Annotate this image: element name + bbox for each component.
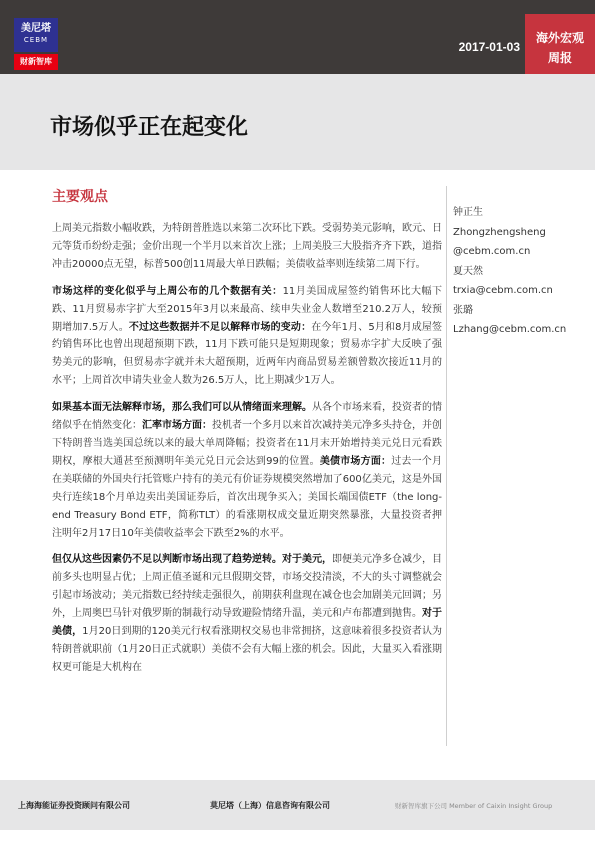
footer: [0, 780, 595, 830]
paragraph-bold: 美债市场方面：: [319, 455, 392, 467]
paragraph-bold: 对于美债，: [52, 608, 442, 638]
author-name: 夏天然: [453, 265, 483, 277]
main-content: [52, 186, 442, 686]
paragraph-text: 11月美国成屋签约销售环比大幅下跌、11月贸易赤字扩大至2015年3月以来最高、续申失业金人数增至210.2万人，较预期增加7.5万人。: [52, 285, 443, 333]
report-type-line2: 周报: [547, 51, 572, 65]
title-band: [0, 74, 595, 170]
cebm-logo: [14, 18, 58, 70]
footer-group-note: 财新智库旗下公司 Member of Caixin Insight Group: [395, 802, 553, 810]
header-bar: [0, 0, 595, 74]
author-name: 钟正生: [453, 207, 483, 218]
paragraph-text: 即便美元净多仓减少，目前多头也明显占优；上周正值圣诞和元旦假期交替，市场交投清淡，不大的头寸调整就会引起市场波动；美元指数已经持续走强很久，前期获利盘现在减仓也会加剧美元回调；另外，上周奥巴马针对俄罗斯的制裁行动导致避险情绪升温，美元和卢布都遭到抛售。: [52, 554, 442, 620]
footer-company-left: 上海海能证券投资顾问有限公司: [18, 801, 130, 810]
paragraph-bold: 汇率市场方面：: [142, 420, 212, 432]
paragraph-bold: 如果基本面无法解释市场，那么我们可以从情绪面来理解。: [52, 402, 312, 414]
paragraph-bold: 不过这些数据并不足以解释市场的变动：: [128, 321, 312, 333]
author-name: 张璐: [453, 304, 473, 316]
author-email: Zhongzhengsheng: [453, 226, 546, 238]
footer-company-mid: 莫尼塔（上海）信息咨询有限公司: [210, 801, 330, 810]
logo-badge: [14, 18, 58, 52]
section-heading: 主要观点: [52, 189, 108, 205]
paragraph-bold: 市场这样的变化似乎与上周公布的几个数据有关：: [52, 285, 283, 297]
logo-en-text: CEBM: [23, 36, 49, 44]
author-email: Lzhang@cebm.com.cn: [453, 324, 567, 335]
paragraph-text: 投机者一个多月以来首次减持美元净多头持仓，并创下特朗普当选美国总统以来的最大单周降幅；投资者在11月末开始增持美元兑日元看跌期权，摩根大通甚至预测明年美元兑日元会达到99的位置。: [52, 420, 442, 467]
paragraph-bold: 但仅从这些因素仍不足以判断市场出现了趋势逆转。对于美元，: [52, 554, 332, 566]
report-type-badge: [525, 14, 595, 74]
paragraph-text: 上周美元指数小幅收跌，为特朗普胜选以来第二次环比下跌。受弱势美元影响，欧元、日元等货币纷纷走强；金价出现一个半月以来首次上涨；上周美股三大股指齐齐下跌，道指冲击20000点无望，标普500创11周最大单日跌幅；美债收益率则连续第二周下行。: [52, 223, 442, 270]
paragraph-4: [52, 551, 442, 676]
logo-sub-text: 财新智库: [14, 54, 58, 70]
author-list: [453, 203, 593, 340]
author-email: trxia@cebm.com.cn: [453, 285, 553, 296]
report-type-line1: 海外宏观: [535, 31, 584, 45]
paragraph-text: 从各个市场来看，投资者的情绪似乎在悄然变化：: [52, 402, 442, 432]
paragraph-2: [52, 283, 442, 390]
author-email: @cebm.com.cn: [453, 246, 531, 257]
paragraph-text: 在今年1月、5月和8月成屋签约销售环比也曾出现超预期下跌，11月下跌可能只是短期现象；贸易赤字扩大反映了强势美元的影响，但贸易赤字就并未大超预期，近两年内商品贸易差额曾数次接近11月的水平；上周首次申请失业金人数为26.5万人，比上期减少1万人。: [52, 321, 443, 387]
column-divider: [446, 186, 447, 746]
paragraph-1: [52, 220, 442, 274]
paragraph-text: 过去一个月在美联储的外国央行托管账户持有的美元有价证券规模突然增加了600亿美元，这是外国央行连续18个月单边卖出美国证券后，首次出现争买入；美国长端国债ETF（the long-end Treasury Bond ETF，简称TLT）的看涨期权成交量近期突然暴涨，大量投资者押注明年2月17日10年美债收益率会下跌至2%的水平。: [52, 455, 443, 539]
report-title: 市场似乎正在起变化: [50, 115, 249, 140]
paragraph-text: 1月20日到期的120美元行权看涨期权交易也非常拥挤，这意味着很多投资者认为特朗普就职前（1月20日正式就职）美债不会有大幅上涨的机会。因此，大量买入看涨期权更可能是大机构在: [52, 626, 442, 673]
logo-cn-text: 美尼塔: [21, 23, 51, 34]
paragraph-3: [52, 399, 442, 542]
report-date: 2017-01-03: [458, 40, 520, 54]
